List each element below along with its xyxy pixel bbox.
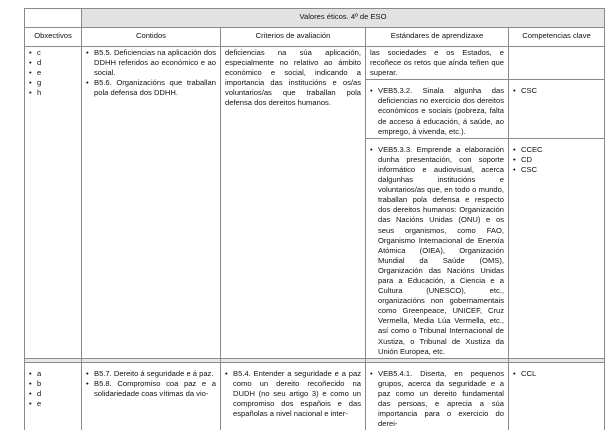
header-criteria: Criterios de avaliación [221, 28, 366, 47]
criteria-text: deficiencias na súa aplicación, especialmente no relativo ao ámbito económico e social, indicando a importancia das institucións e os/as voluntarios/as que traballan pola defensa dos dereitos humanos. [225, 48, 361, 108]
contents-cell [82, 362, 221, 430]
objective-item: • d [29, 389, 77, 399]
column-headers [25, 28, 605, 47]
table-row [25, 362, 605, 430]
competence-item: • CCEC [513, 145, 600, 155]
contents-cell [82, 47, 221, 359]
content-item: • B5.6. Organizacións que traballan pola defensa dos DDHH. [86, 78, 216, 98]
objective-item: • g [29, 78, 77, 88]
objectives-cell [25, 47, 82, 359]
header-standards: Estándares de aprendizaxe [366, 28, 509, 47]
competences-cell [509, 47, 605, 80]
content-item: • B5.8. Compromiso coa paz e a solidariedade coas vítimas da vio- [86, 379, 216, 399]
competence-item: • CD [513, 155, 600, 165]
standard-item: • VEB5.3.3. Emprende a elaboración dunha presentación, con soporte informático e audiovisual, acerca dalgunhas institucións e voluntarios/as que, en todo o mundo, traballan pola defensa e respecto dos dereitos humanos: Organización das Nacións Unidas (ONU) e os seus organismos, como FAO, Organismo Internacional de Enerxía Atómica (OIEA), Organización Mundial da Saúde (OMS), Organización das Nacións Unidas para a Educación, a Ciencia e a Cultura (UNESCO), etc., organizacións non gobernamentais como Greenpeace, UNICEF, Cruz Vermella, Media Lúa Vermella, etc., así como o Tribunal Internacional de Xustiza, o Tribunal de Xustiza da Unión Europea, etc. [370, 145, 504, 357]
competences-cell [509, 138, 605, 358]
header-contents: Contidos [82, 28, 221, 47]
curriculum-sheet [24, 8, 604, 430]
objective-item: • b [29, 379, 77, 389]
standard-cell [366, 138, 509, 358]
competence-item: • CCL [513, 369, 600, 379]
curriculum-table [24, 8, 605, 430]
competences-cell [509, 362, 605, 430]
standard-item: • VEB5.4.1. Diserta, en pequenos grupos, acerca da seguridade e a paz como un dereito fundamental das persoas, e aprecia a súa importancia para o exercicio do derei- [370, 369, 504, 430]
table-row [25, 47, 605, 80]
objectives-cell [25, 362, 82, 430]
content-item: • B5.5. Deficiencias na aplicación dos DDHH referidos ao económico e ao social. [86, 48, 216, 78]
standard-cell [366, 80, 509, 138]
criteria-cell [221, 362, 366, 430]
objective-item: • a [29, 369, 77, 379]
objective-item: • c [29, 48, 77, 58]
objective-item: • d [29, 58, 77, 68]
objective-item: • e [29, 399, 77, 409]
standard-cell [366, 362, 509, 430]
title-row-spacer [25, 9, 82, 28]
criteria-cell [221, 47, 366, 359]
competences-cell [509, 80, 605, 138]
content-item: • B5.7. Dereito á seguridade e á paz. [86, 369, 216, 379]
header-competences: Competencias clave [509, 28, 605, 47]
standard-text: las sociedades e os Estados, e recoñece os retos que aínda teñen que superar. [370, 48, 504, 78]
objective-item: • e [29, 68, 77, 78]
competence-item: • CSC [513, 86, 600, 96]
competence-item: • CSC [513, 165, 600, 175]
table-title: Valores éticos. 4º de ESO [82, 9, 605, 28]
header-objectives: Obxectivos [25, 28, 82, 47]
standard-item: • VEB5.3.2. Sinala algunha das deficiencias no exercicio dos dereitos económicos e sociais (pobreza, falta de acceso á educación, á saúde, ao emprego, á vivenda, etc.). [370, 86, 504, 136]
criteria-item: • B5.4. Entender a seguridade e a paz como un dereito recoñecido na DUDH (no seu artigo 3) e como un compromiso dos españois e das españolas a nivel nacional e inter- [225, 369, 361, 419]
standard-cell [366, 47, 509, 80]
objective-item: • h [29, 88, 77, 98]
